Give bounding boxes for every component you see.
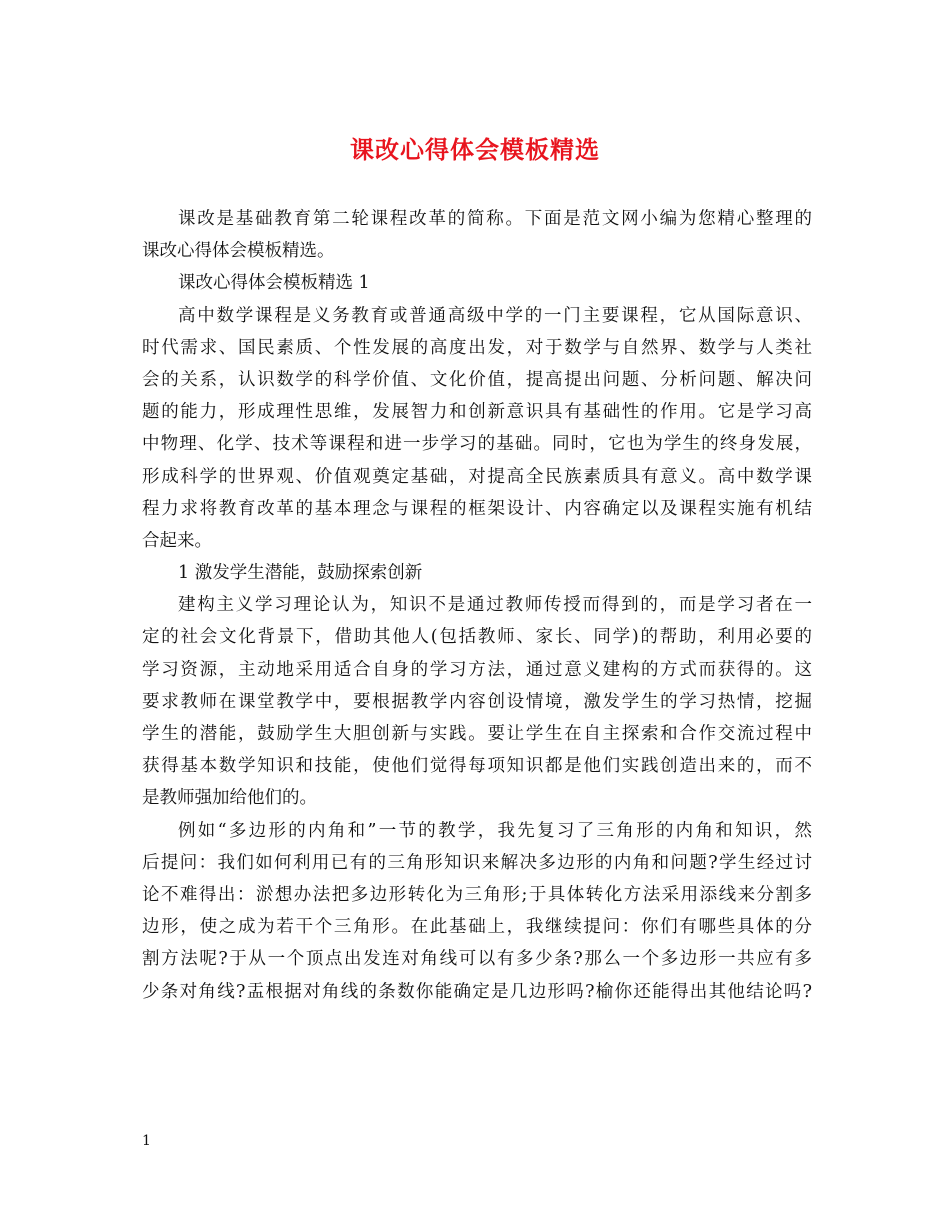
text-line: 边形，使之成为若干个三角形。在此基础上，我继续提问：你们有哪些具体的分 [142, 917, 812, 938]
text-line: 中物理、化学、技术等课程和进一步学习的基础。同时，它也为学生的终身发展， [142, 434, 812, 455]
text-line: 学生的潜能，鼓励学生大胆创新与实践。要让学生在自主探索和合作交流过程中 [142, 724, 812, 744]
text-line: 形成科学的世界观、价值观奠定基础，对提高全民族素质具有意义。高中数学课 [142, 466, 812, 487]
text-line: 例如“多边形的内角和”一节的教学，我先复习了三角形的内角和知识，然 [178, 820, 812, 841]
text-line: 少条对角线?盂根据对角线的条数你能确定是几边形吗?榆你还能得出其他结论吗? [142, 981, 812, 1002]
text-line: 高中数学课程是义务教育或普通高级中学的一门主要课程，它从国际意识、 [178, 305, 812, 326]
text-line: 会的关系，认识数学的科学价值、文化价值，提高提出问题、分析问题、解决问 [142, 369, 812, 390]
text-line: 后提问：我们如何利用已有的三角形知识来解决多边形的内角和问题?学生经过讨 [142, 852, 812, 873]
text-line: 时代需求、国民素质、个性发展的高度出发，对于数学与自然界、数学与人类社 [142, 337, 812, 358]
text-line: 获得基本数学知识和技能，使他们觉得每项知识都是他们实践创造出来的，而不 [142, 756, 812, 777]
text-line: 定的社会文化背景下，借助其他人(包括教师、家长、同学)的帮助，利用必要的 [142, 627, 812, 648]
text-line: 是教师强加给他们的。 [142, 788, 317, 809]
document-title: 课改心得体会模板精选 [350, 135, 600, 164]
document-body [142, 203, 812, 1008]
text-line: 课改是基础教育第二轮课程改革的简称。下面是范文网小编为您精心整理的 [178, 209, 812, 229]
text-line: 合起来。 [142, 530, 212, 551]
text-line: 论不难得出：淤想办法把多边形转化为三角形;于具体转化方法采用添线来分割多 [142, 884, 812, 905]
text-line: 学习资源，主动地采用适合自身的学习方法，通过意义建构的方式而获得的。这 [142, 659, 812, 680]
text-line: 程力求将教育改革的基本理念与课程的框架设计、内容确定以及课程实施有机结 [142, 498, 812, 519]
section-heading: 课改心得体会模板精选 1 [178, 273, 370, 294]
page-number: 1 [142, 1133, 151, 1149]
section-heading: 1 激发学生潜能，鼓励探索创新 [178, 563, 423, 584]
text-line: 课改心得体会模板精选。 [142, 241, 335, 262]
text-line: 题的能力，形成理性思维，发展智力和创新意识具有基础性的作用。它是学习高 [142, 402, 812, 423]
text-line: 要求教师在课堂教学中，要根据教学内容创设情境，激发学生的学习热情，挖掘 [142, 691, 812, 712]
text-line: 割方法呢?于从一个顶点出发连对角线可以有多少条?那么一个多边形一共应有多 [142, 949, 812, 970]
text-line: 建构主义学习理论认为，知识不是通过教师传授而得到的，而是学习者在一 [178, 595, 812, 616]
